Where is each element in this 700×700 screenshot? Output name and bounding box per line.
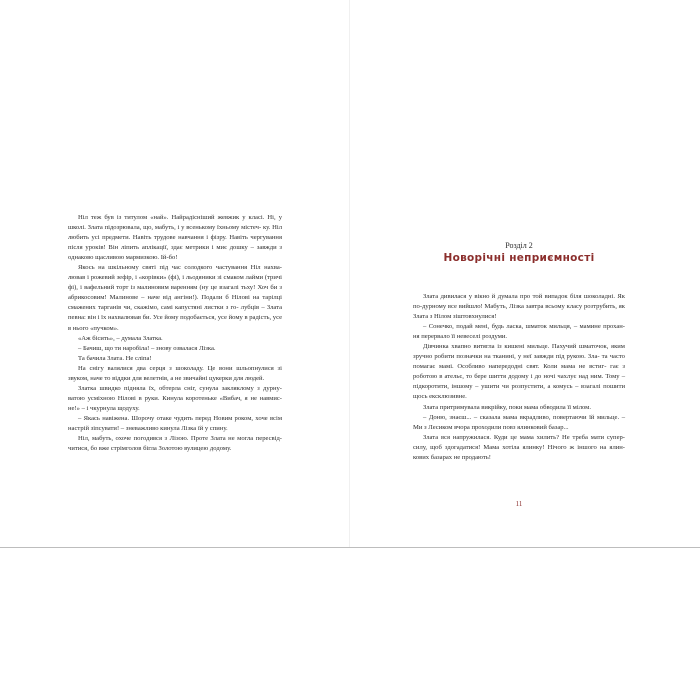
right-page-text bbox=[413, 292, 625, 463]
text-line: та часто помагає мамі. Особливо напередодні свят. Коли мама не встиг- bbox=[413, 353, 625, 371]
text-line: Златка швидко підняла їх, обтерла сніг, сунула закляклому з дурну- bbox=[78, 384, 282, 392]
paragraph bbox=[68, 213, 282, 263]
text-line: (тричі фі), і вафельний торт із малиновим варенням (ну це взагалі тьху! bbox=[68, 274, 282, 292]
text-line: гає з роботою в ательє, то бере шиття додому і до ночі чахлує над ним. bbox=[413, 363, 625, 381]
text-line: «Аж бісить», – думала Златка. bbox=[78, 334, 163, 342]
text-line: не!» – і чкурнула щодуху. bbox=[68, 404, 140, 412]
text-line: Злата притримувала викрійку, поки мама обводила її мілом. bbox=[423, 403, 591, 411]
left-page-text bbox=[68, 213, 282, 454]
paragraph bbox=[413, 342, 625, 402]
paragraph bbox=[68, 263, 282, 333]
text-line: звуком, наче то віддки для велетнів, а не звичайні цукерки для людей. bbox=[68, 374, 265, 382]
text-line: Хоч би з абрикосовим! Малинове – наче від ангіни!). Подали б Нілові bbox=[68, 284, 283, 302]
text-line: чергування після уроків! Він ліпить аплікації, здає метрики і миє дошку bbox=[68, 234, 282, 252]
text-line: яким зручно робити позначки на тканині, у неї завжди під рукою. Зла- bbox=[413, 343, 625, 361]
text-line: Якось на шкільному святі під час солодкого частування Ніл нахва- bbox=[78, 264, 282, 272]
paragraph bbox=[68, 364, 282, 384]
text-line: – завжди з однаково щасливою мармизкою. Ій-бо! bbox=[68, 244, 282, 262]
text-line: Та бачила Злата. Не сліпа! bbox=[78, 354, 152, 362]
paragraph bbox=[68, 334, 282, 344]
text-line: Злата дивилася у вікно й думала про той випадок біля шоколадні. Як bbox=[423, 293, 625, 300]
paragraph bbox=[413, 292, 625, 322]
paragraph bbox=[68, 384, 282, 414]
text-line: пошити щось ексклюзивне. bbox=[413, 383, 625, 401]
text-line: лубців – Злата певна: він і їх нахвалював би. Усе йому подобається, усе bbox=[68, 304, 283, 322]
page-number: 11 bbox=[515, 500, 523, 508]
text-line: ватою усміхною Нілові в руки. Кинула коротеньке «Вибач, я не навмис- bbox=[68, 394, 282, 402]
text-line: ку. Ніл любить усі предмети. Навіть трудове навчання і фізру. Навіть bbox=[68, 224, 283, 242]
book-spine bbox=[349, 0, 350, 548]
text-line: всім настрій зіпсувати! – зневажливо кинула Лізка їй у спину. bbox=[68, 414, 282, 432]
text-line: як Злата з Нілом зіштовхнулися! bbox=[413, 303, 625, 321]
text-line: Ніл, мабуть, охоче погодився з Лізою. Проте Злата не могла пересвід- bbox=[78, 435, 282, 443]
text-line: На снігу валялися два серця з шоколаду. Це вони шльопнулися зі bbox=[78, 364, 282, 372]
paragraph bbox=[413, 322, 625, 342]
text-line: читися, бо вже стрімголов бігла Золотою вулицею додому. bbox=[68, 445, 232, 453]
paragraph bbox=[68, 344, 282, 354]
paragraph bbox=[413, 413, 625, 433]
paragraph bbox=[68, 354, 282, 364]
paragraph bbox=[68, 434, 282, 454]
text-line: Злата вся напружилася. Куди це мама хилить? Не треба мати супер- bbox=[423, 433, 625, 441]
page-bottom-edge bbox=[0, 547, 700, 548]
text-line: – Якась навіжена. Шорочу отаке чудить перед Новим роком, хоче bbox=[78, 414, 268, 422]
text-line: ня перервало її невеселі роздуми. bbox=[413, 333, 508, 341]
text-line: – Сонечко, подай мені, будь ласка, шматок мильця, – мамине прохан- bbox=[423, 323, 625, 331]
chapter-label: Розділ 2 bbox=[505, 241, 533, 250]
text-line: кових базарах не продають! bbox=[413, 453, 491, 461]
text-line: силу, щоб здогадатися! Мама хотіла ялинку! Нічого ж іншого на ялин- bbox=[413, 443, 625, 451]
text-line: – Бачиш, що ти наробіла! – знову озвалася Лізка. bbox=[78, 344, 216, 352]
text-line: на тарілці смажених тарганів чи, скажімо, самі капустяні листки з го- bbox=[68, 294, 282, 312]
paragraph bbox=[68, 414, 282, 434]
paragraph bbox=[413, 433, 625, 463]
text-line: Ніл теж був із титулом «най». Найрадісніший жевжик у класі. Ні, bbox=[78, 214, 276, 221]
text-line: у школі. Злата підозрювала, що, мабуть, і у всенькому їхньому містеч- bbox=[68, 214, 282, 232]
text-line: лював і рожевий зефір, і «корівки» (фі), і льодяники зі смаком лайми bbox=[68, 274, 264, 282]
text-line: Ми з Лесиком вчора проходили повз ялинковий базар... bbox=[413, 423, 569, 431]
right-page bbox=[350, 0, 700, 548]
text-line: по-дурному все вийшло! Мабуть, Лізка завтра всьому класу розтрубить, bbox=[413, 303, 617, 311]
chapter-title: Новорічні неприємності bbox=[443, 252, 595, 264]
text-line: йому в радість, усе в нього «пучком». bbox=[68, 314, 283, 332]
text-line: Дівчинка хвапно витягла із кишені мильце. Пахучий шматочок, bbox=[423, 343, 609, 351]
text-line: – Доню, знаєш... – сказала мама вкрадливо, повертаючи їй мильце. – bbox=[423, 413, 625, 421]
paragraph bbox=[413, 403, 625, 413]
text-line: Тому – підкоротити, іншому – ушити чи розпустити, а комусь – взагалі bbox=[413, 373, 625, 391]
